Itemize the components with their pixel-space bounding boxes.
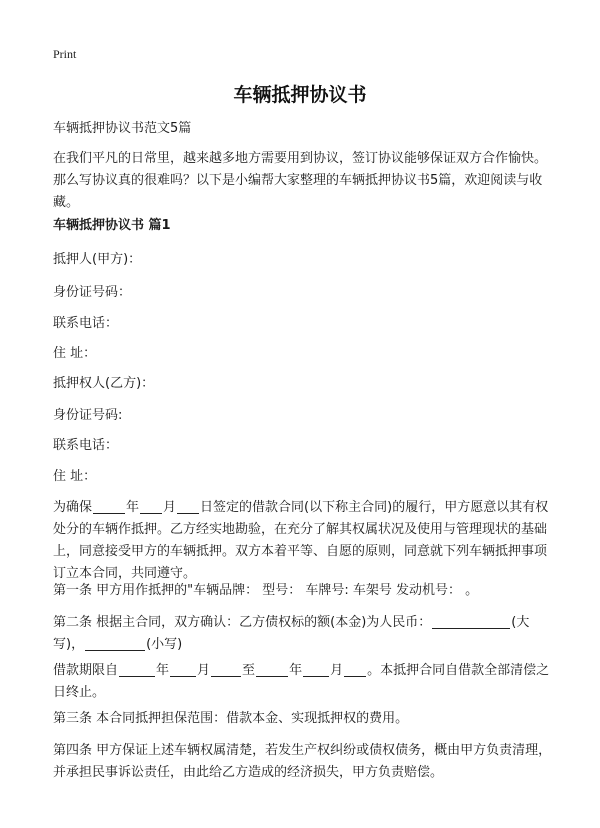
field-address-2: 住 址： xyxy=(53,469,97,484)
loan-term-text-b: 年 xyxy=(156,663,170,678)
confirm-text-a: 为确保 xyxy=(53,500,93,515)
field-id-1: 身份证号码： xyxy=(53,285,132,300)
field-phone-2: 联系电话： xyxy=(53,438,119,453)
confirm-text-d: 日签定的借款合同(以下称主合同)的履行，甲方愿意以其有权处分的车辆作抵押。乙方经实地勘验，在充分了解其权属状况及使用与管理现状的基础上，同意接受甲方的车辆抵押。双方本着平等、自愿的原则，同意就下列车辆抵押事项订立本合同，共同遵守。 xyxy=(53,500,549,581)
article-2 xyxy=(53,612,553,656)
blank-amount-words xyxy=(432,614,510,629)
document-title: 车辆抵押协议书 xyxy=(233,84,367,106)
confirm-text-c: 月 xyxy=(163,500,177,515)
confirm-paragraph xyxy=(53,497,553,585)
print-link[interactable]: Print xyxy=(53,47,77,61)
article-4: 第四条 甲方保证上述车辆权属清楚，若发生产权纠纷或债权债务，概由甲方负责清理，并承担民事诉讼责任，由此给乙方造成的经济损失，甲方负责赔偿。 xyxy=(53,743,552,780)
subtitle: 车辆抵押协议书范文5篇 xyxy=(53,121,192,136)
loan-term-text-e: 年 xyxy=(289,663,303,678)
confirm-text-b: 年 xyxy=(126,500,140,515)
blank-month xyxy=(140,499,162,514)
loan-term-paragraph xyxy=(53,660,553,704)
loan-term-text-g: 。本抵押合同自借款全部清偿之日终止。 xyxy=(53,663,550,700)
blank-start-day xyxy=(211,662,241,677)
loan-term-text-c: 月 xyxy=(197,663,211,678)
article-3: 第三条 本合同抵押担保范围：借款本金、实现抵押权的费用。 xyxy=(53,711,409,726)
article-2-text-c: (小写) xyxy=(146,637,183,652)
article-2-text-b: (大写)， xyxy=(53,615,530,652)
blank-end-month xyxy=(303,662,329,677)
blank-end-year xyxy=(256,662,288,677)
intro-paragraph: 在我们平凡的日常里，越来越多地方需要用到协议，签订协议能够保证双方合作愉快。那么写协议真的很难吗？以下是小编帮大家整理的车辆抵押协议书5篇，欢迎阅读与收藏。 xyxy=(53,151,548,210)
section-heading: 车辆抵押协议书 篇1 xyxy=(53,218,171,233)
article-2-text-a: 第二条 根据主合同，双方确认：乙方债权标的额(本金)为人民币： xyxy=(53,615,432,630)
blank-start-month xyxy=(170,662,196,677)
loan-term-text-f: 月 xyxy=(330,663,344,678)
loan-term-text-d: 至 xyxy=(242,663,256,678)
field-id-2: 身份证号码: xyxy=(53,408,123,423)
field-mortgagor: 抵押人(甲方)： xyxy=(53,252,142,267)
blank-start-year xyxy=(119,662,155,677)
blank-amount-figures xyxy=(85,636,145,651)
blank-day xyxy=(177,499,199,514)
field-address-1: 住 址： xyxy=(53,346,97,361)
blank-end-day xyxy=(344,662,366,677)
loan-term-text-a: 借款期限自 xyxy=(53,663,119,678)
article-1: 第一条 甲方用作抵押的"车辆品牌： 型号： 车牌号: 车架号 发动机号： 。 xyxy=(53,583,479,598)
field-phone-1: 联系电话： xyxy=(53,316,119,331)
blank-year xyxy=(93,499,125,514)
field-mortgagee: 抵押权人(乙方)： xyxy=(53,376,155,391)
